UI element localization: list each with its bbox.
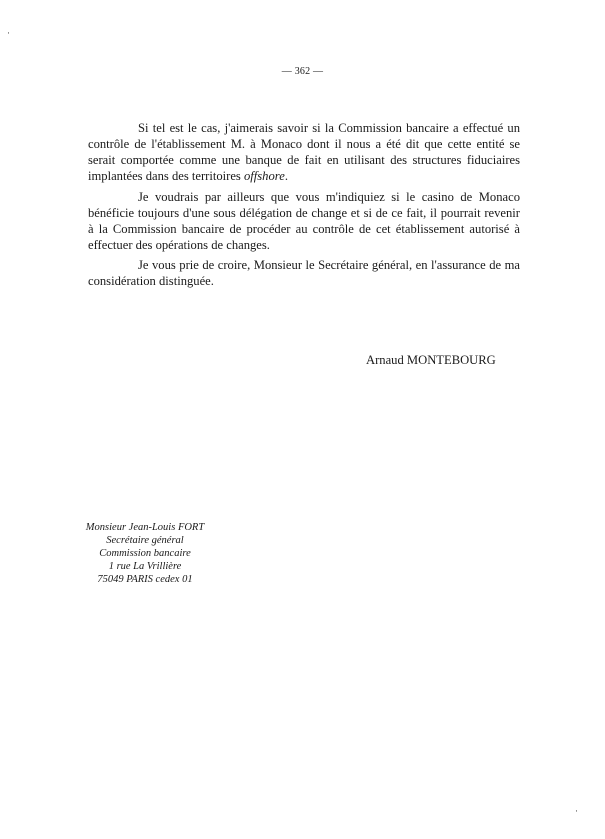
paragraph-text (88, 120, 520, 184)
signature: Arnaud MONTEBOURG (366, 353, 496, 367)
paragraph-text-start: Si tel est le cas, j'aimerais savoir si la Commission bancaire a effectué un contrôle de l'établissement M. à Monaco dont il nous a été dit que cette entité se serait comportée comme une banque de fait en utilisant des structures fiduciaires implantées dans des territoires (88, 121, 520, 183)
paragraph-commission-control (88, 120, 520, 184)
address-line-street: 1 rue La Vrillière (108, 561, 182, 572)
paragraph-closing (88, 257, 520, 289)
paragraph-text: Je voudrais par ailleurs que vous m'indiquiez si le casino de Monaco bénéficie toujours d'une sous délégation de change et si de ce fait, il pourrait revenir à la Commission bancaire de procéder au contrôle de cet établissement autorisé à effectuer des opérations de changes. (88, 190, 520, 252)
address-line-organization: Commission bancaire (99, 548, 191, 559)
address-line-name: Monsieur Jean-Louis FORT (85, 522, 205, 533)
offshore-emphasis: offshore (243, 169, 285, 183)
scan-speck-top-left: · (7, 28, 10, 38)
paragraph-casino (88, 189, 520, 253)
recipient-address (70, 521, 220, 586)
page-number: — 362 — (281, 66, 324, 77)
address-line-city: 75049 PARIS cedex 01 (97, 574, 193, 585)
address-line-title: Secrétaire général (106, 535, 184, 546)
scan-speck-bottom-right: · (575, 806, 578, 816)
paragraph-text-end: . (284, 169, 288, 183)
paragraph-text: Je vous prie de croire, Monsieur le Secrétaire général, en l'assurance de ma considération distinguée. (88, 258, 520, 288)
